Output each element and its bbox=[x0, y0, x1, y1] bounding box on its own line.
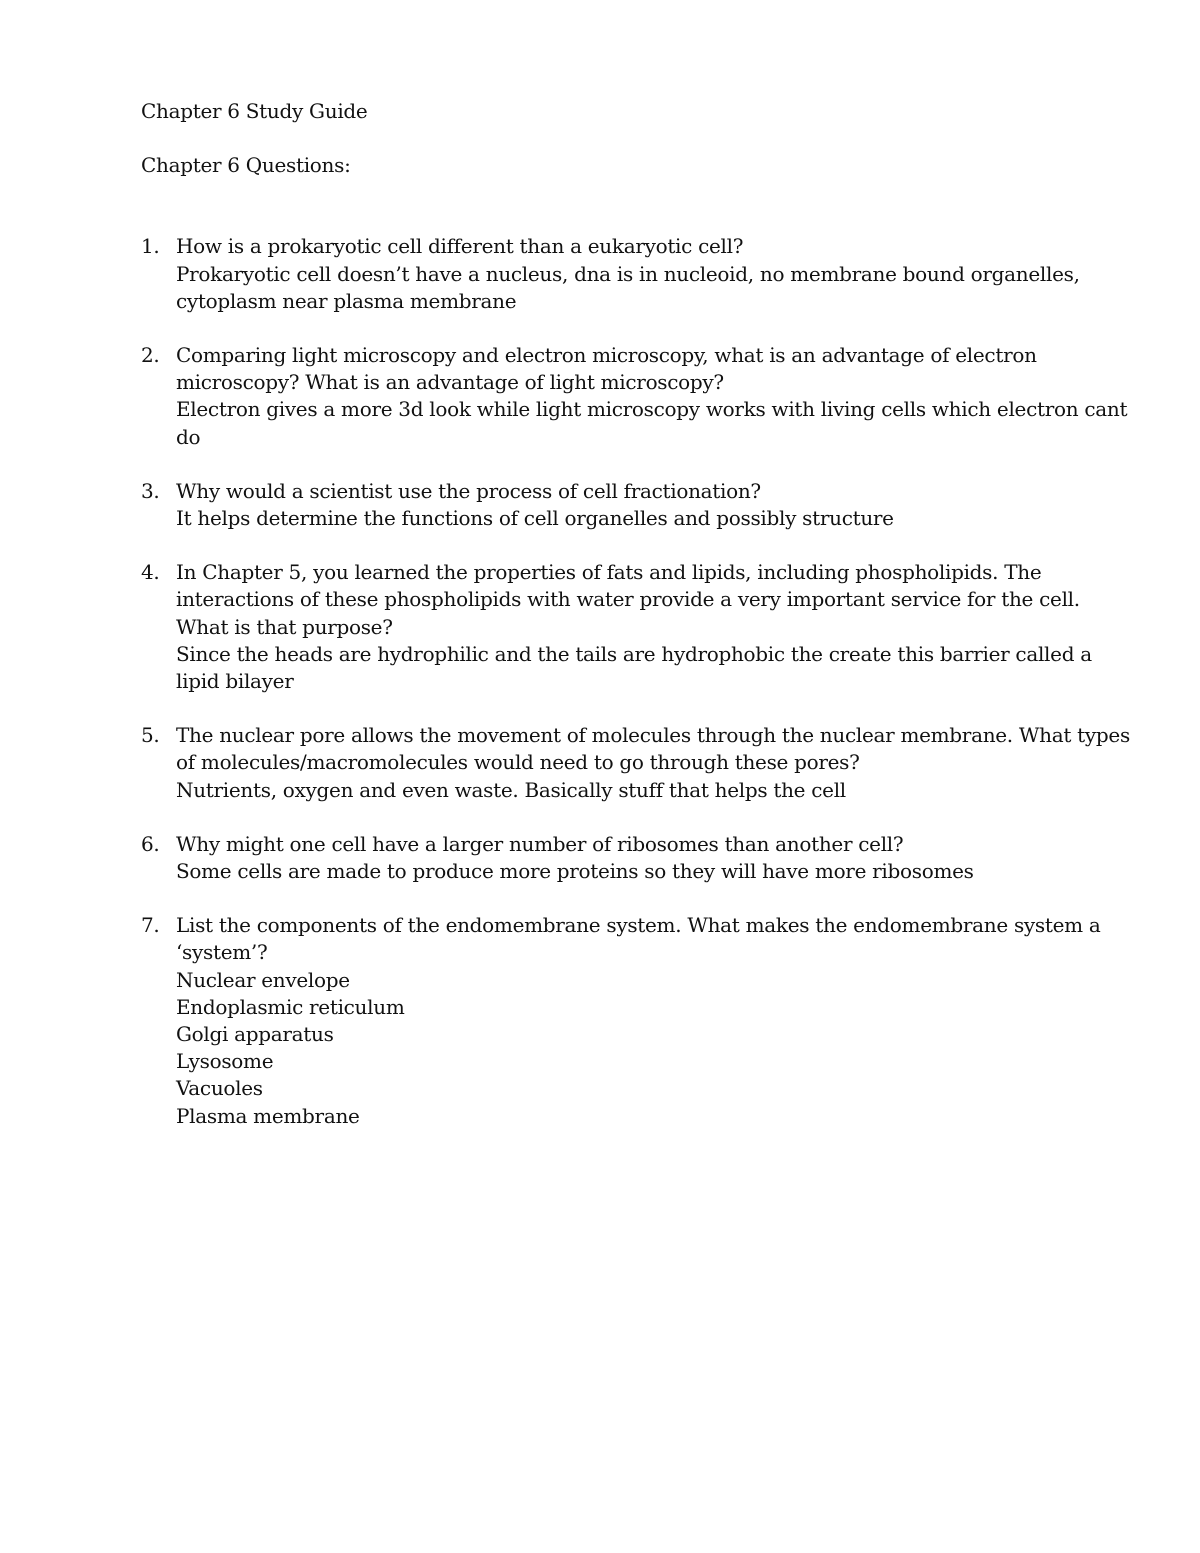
question-item-6 bbox=[141, 831, 1131, 885]
component-item: Lysosome bbox=[176, 1049, 274, 1074]
question-body bbox=[176, 722, 1131, 804]
question-text: In Chapter 5, you learned the properties of fats and lipids, including phospholipids. The interactions of these phospholipids with water provide a very important service for the cell. What is that purpose? bbox=[176, 560, 1080, 639]
question-text: The nuclear pore allows the movement of molecules through the nuclear membrane. What types of molecules/macromolecules would need to go through these pores? bbox=[176, 723, 1130, 775]
question-list bbox=[141, 233, 1131, 1129]
question-item-7 bbox=[141, 912, 1131, 1130]
component-item: Golgi apparatus bbox=[176, 1022, 334, 1047]
question-text: Why would a scientist use the process of cell fractionation? bbox=[176, 478, 761, 503]
answer-text: It helps determine the functions of cell organelles and possibly structure bbox=[176, 506, 894, 531]
document-content bbox=[141, 98, 1131, 1157]
question-item-5 bbox=[141, 722, 1131, 804]
question-number: 4. bbox=[141, 560, 160, 585]
question-number: 3. bbox=[141, 478, 160, 503]
question-item-2 bbox=[141, 342, 1131, 451]
answer-text: Nutrients, oxygen and even waste. Basically stuff that helps the cell bbox=[176, 777, 846, 802]
question-number: 6. bbox=[141, 831, 160, 856]
component-item: Endoplasmic reticulum bbox=[176, 994, 405, 1019]
question-body bbox=[176, 342, 1131, 451]
component-item: Vacuoles bbox=[176, 1076, 263, 1101]
document-title: Chapter 6 Study Guide bbox=[141, 99, 368, 123]
question-text: How is a prokaryotic cell different than a eukaryotic cell? bbox=[176, 234, 744, 259]
component-item: Nuclear envelope bbox=[176, 967, 350, 992]
question-body bbox=[176, 233, 1131, 315]
answer-text: Prokaryotic cell doesn’t have a nucleus, dna is in nucleoid, no membrane bound organelles, cytoplasm near plasma membrane bbox=[176, 261, 1080, 313]
question-item-3 bbox=[141, 478, 1131, 532]
question-text: Why might one cell have a larger number of ribosomes than another cell? bbox=[176, 831, 904, 856]
question-number: 1. bbox=[141, 234, 160, 259]
answer-text: Since the heads are hydrophilic and the tails are hydrophobic the create this barrier called a lipid bilayer bbox=[176, 641, 1092, 694]
questions-heading: Chapter 6 Questions: bbox=[141, 153, 351, 178]
question-text: Comparing light microscopy and electron microscopy, what is an advantage of electron microscopy? What is an advantage of light microscopy? bbox=[176, 343, 1037, 395]
question-body bbox=[176, 912, 1131, 1130]
question-item-4 bbox=[141, 559, 1131, 695]
component-list bbox=[176, 967, 1131, 1130]
answer-text: Some cells are made to produce more proteins so they will have more ribosomes bbox=[176, 859, 974, 884]
answer-text: Electron gives a more 3d look while light microscopy works with living cells which electron cant do bbox=[176, 397, 1128, 449]
question-body bbox=[176, 478, 1131, 532]
question-number: 5. bbox=[141, 723, 160, 748]
question-text: List the components of the endomembrane system. What makes the endomembrane system a ‘system’? bbox=[176, 913, 1101, 965]
component-item: Plasma membrane bbox=[176, 1103, 360, 1128]
question-item-1 bbox=[141, 233, 1131, 315]
question-number: 7. bbox=[141, 913, 160, 938]
question-body bbox=[176, 559, 1131, 695]
question-body bbox=[176, 831, 1131, 885]
question-number: 2. bbox=[141, 343, 160, 368]
